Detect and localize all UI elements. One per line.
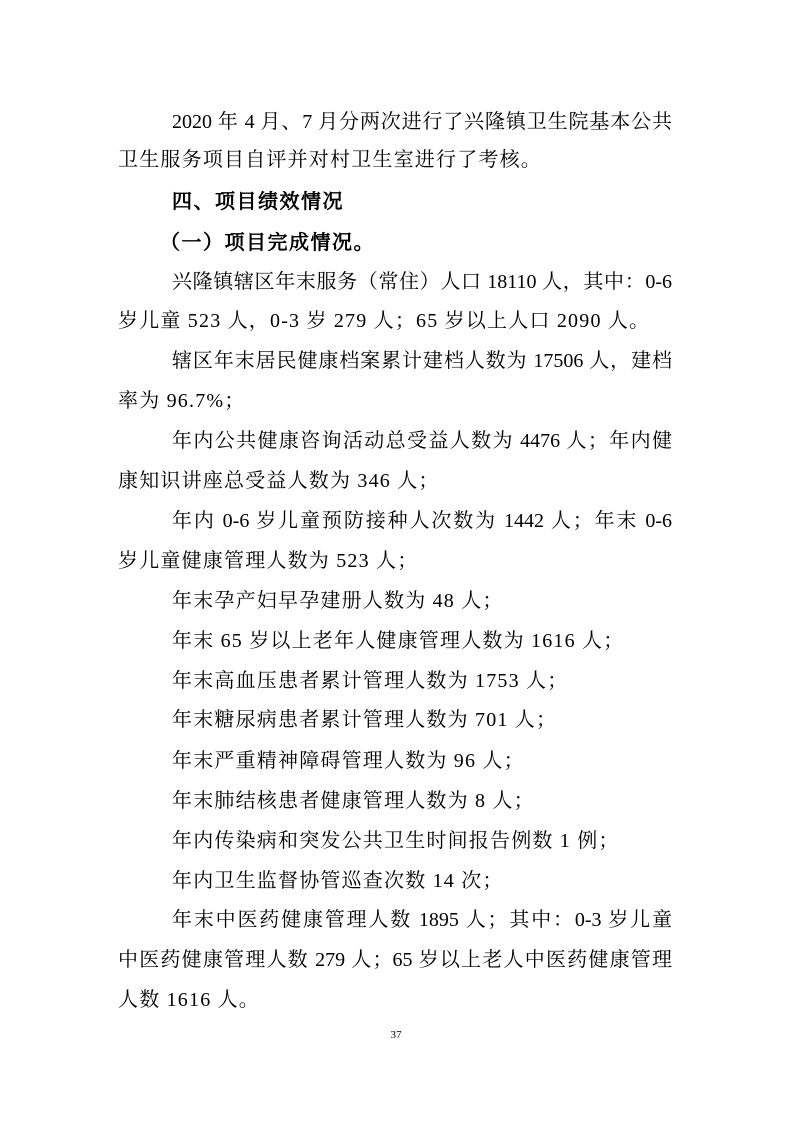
subsection-heading: （一）项目完成情况。 [160, 230, 375, 254]
paragraph-line: 率为 96.7%； [118, 390, 246, 412]
paragraph-elderly: 年末 65 岁以上老年人健康管理人数为 1616 人； [172, 630, 625, 652]
paragraph-line: 年末中医药健康管理人数 1895 人；其中：0-3 岁儿童 [172, 909, 672, 931]
paragraph-infectious-disease: 年内传染病和突发公共卫生时间报告例数 1 例； [172, 830, 620, 852]
paragraph-health-supervision: 年内卫生监督协管巡查次数 14 次； [172, 870, 504, 892]
paragraph-line: 兴隆镇辖区年末服务（常住）人口 18110 人，其中：0-6 [172, 271, 672, 293]
paragraph-line: 岁儿童健康管理人数为 523 人； [118, 550, 419, 572]
paragraph-line: 康知识讲座总受益人数为 346 人； [118, 470, 440, 492]
paragraph-diabetes: 年末糖尿病患者累计管理人数为 701 人； [172, 709, 558, 731]
paragraph-line: 年内 0-6 岁儿童预防接种人次数为 1442 人；年末 0-6 [172, 510, 672, 532]
paragraph-line: 人数 1616 人。 [118, 989, 260, 1011]
page-number: 37 [390, 1029, 402, 1041]
paragraph-line: 岁儿童 523 人，0-3 岁 279 人；65 岁以上人口 2090 人。 [118, 310, 651, 332]
paragraph-tuberculosis: 年末肺结核患者健康管理人数为 8 人； [172, 790, 535, 812]
paragraph-line: 辖区年末居民健康档案累计建档人数为 17506 人，建档 [172, 350, 672, 372]
paragraph-mental-health: 年末严重精神障碍管理人数为 96 人； [172, 750, 525, 772]
paragraph-hypertension: 年末高血压患者累计管理人数为 1753 人； [172, 670, 569, 692]
paragraph-line: 卫生服务项目自评并对村卫生室进行了考核。 [118, 149, 542, 171]
section-heading: 四、项目绩效情况 [172, 189, 344, 213]
paragraph-maternal: 年末孕产妇早孕建册人数为 48 人； [172, 590, 504, 612]
paragraph-line: 年内公共健康咨询活动总受益人数为 4476 人；年内健 [172, 430, 672, 452]
paragraph-line: 中医药健康管理人数 279 人；65 岁以上老人中医药健康管理 [118, 949, 672, 971]
paragraph-line: 2020 年 4 月、7 月分两次进行了兴隆镇卫生院基本公共 [172, 111, 672, 133]
